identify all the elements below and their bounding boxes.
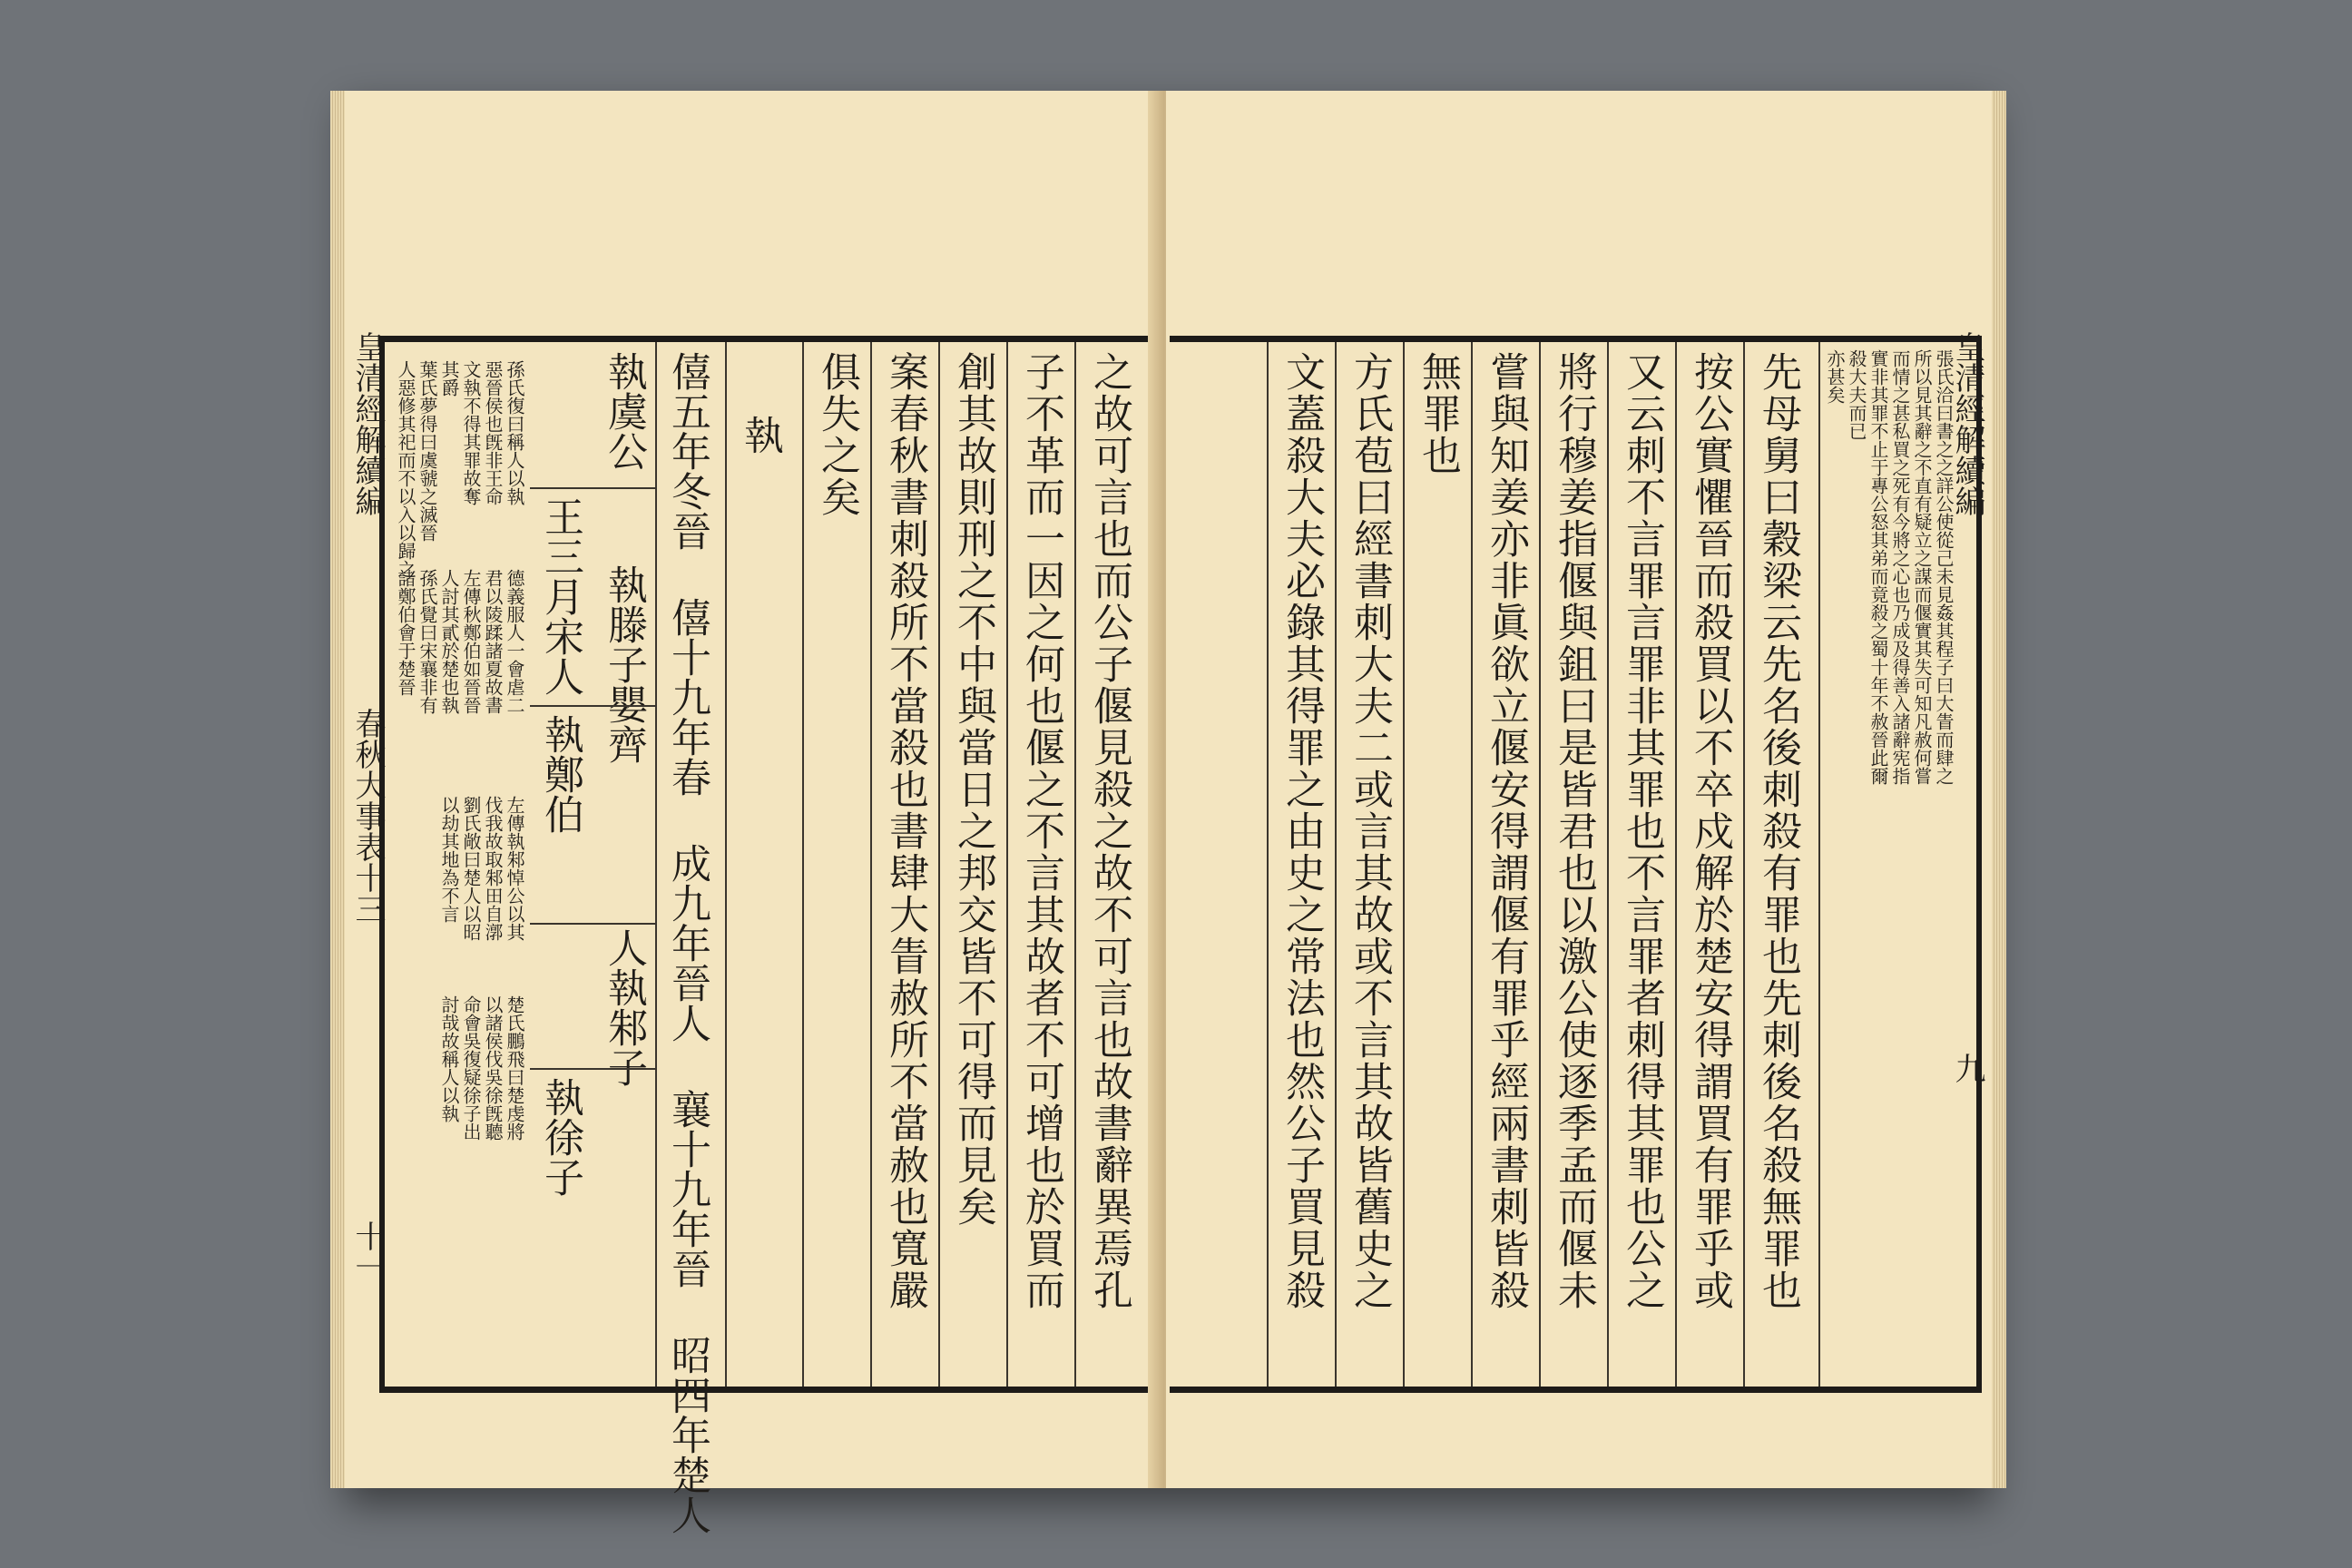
right-main-col-8: 文蓋殺大夫必錄其得罪之由史之常法也然公子買見殺 — [1279, 351, 1325, 1311]
left-banner-subtitle: 春秋大事表十三 — [349, 708, 386, 924]
note-col-4: 其爵 — [438, 360, 460, 397]
right-page — [1166, 91, 1992, 1488]
right-main-col-2: 按公實懼晉而殺買以不卒戍解於楚安得謂買有罪乎或 — [1687, 351, 1733, 1311]
column-rule — [1607, 342, 1609, 1387]
top-note-5: 殺大夫而已 — [1846, 349, 1867, 440]
table-year-line: 僖五年冬晉 僖十九年春 成九年晉人 襄十九年晉 昭四年楚人 — [664, 351, 710, 1534]
right-banner-title: 皇清經解續編 — [1949, 331, 1985, 516]
note-col-14: 伐我故取邾田自漷 — [482, 796, 504, 941]
open-book — [345, 91, 1992, 1534]
right-main-col-6: 無罪也 — [1415, 351, 1461, 476]
table-row-1e: 人執邾子 — [601, 927, 647, 1087]
column-rule — [870, 342, 872, 1387]
column-rule — [1335, 342, 1337, 1387]
left-folio: 十一 — [349, 1220, 386, 1282]
top-note-3: 而情之甚私買之死有今將之心也乃成及得善入諸辭宪指 — [1889, 349, 1911, 785]
left-main-col-6: 執 — [737, 415, 783, 456]
column-rule — [1743, 342, 1745, 1387]
note-col-5: 葉氏夢得曰虞虢之滅晉 — [416, 360, 438, 542]
column-rule — [802, 342, 804, 1387]
left-print-frame — [379, 336, 1160, 1534]
column-rule — [1006, 342, 1008, 1387]
table-row-1b: 王三月宋人 — [537, 496, 583, 696]
table-row-1d: 執鄭伯 — [537, 714, 583, 834]
right-folio: 九 — [1949, 1053, 1985, 1083]
left-main-col-5: 俱失之矣 — [814, 351, 860, 518]
right-main-col-4: 將行穆姜指偃與鉏曰是皆君也以激公使逐季孟而偃未 — [1551, 351, 1597, 1311]
right-print-frame — [1170, 336, 1982, 1393]
note-col-12: 諸鄭伯會于楚晉 — [395, 569, 416, 696]
note-col-16: 以劫其地為不言 — [438, 796, 460, 923]
left-main-col-2: 子不革而一因之何也偃之不言其故者不可增也於買而 — [1018, 351, 1064, 1311]
note-col-20: 討哉故稱人以執 — [438, 995, 460, 1122]
note-col-7: 德義服人一會虐二 — [504, 569, 525, 714]
column-rule — [1818, 342, 1820, 1387]
table-row-1c: 執滕子嬰齊 — [601, 564, 647, 764]
top-note-2: 所以見其辭之不直有疑立之謀而偃實其失可知凡赦何嘗 — [1911, 349, 1933, 785]
column-rule — [1675, 342, 1677, 1387]
table-row-1f: 執徐子 — [537, 1077, 583, 1197]
note-col-15: 劉氏敞曰楚人以昭 — [460, 796, 482, 941]
right-main-col-5: 嘗與知姜亦非眞欲立偃安得謂偃有罪乎經兩書刺皆殺 — [1483, 351, 1529, 1311]
left-main-col-4: 案春秋書刺殺所不當殺也書肆大眚赦所不當赦也寬嚴 — [882, 351, 928, 1311]
left-main-col-1: 之故可言也而公子偃見殺之故不可言也故書辭異焉孔 — [1086, 351, 1132, 1311]
table-rule — [530, 705, 655, 707]
column-rule — [1471, 342, 1473, 1387]
top-note-1: 張氏洽曰書之之詳公使從己未見姦其程子曰大眚而肆之 — [1933, 349, 1955, 785]
note-col-3: 文執不得其罪故奪 — [460, 360, 482, 505]
column-rule — [1267, 342, 1269, 1387]
table-rule — [530, 1068, 655, 1070]
page-edges-left — [330, 91, 345, 1488]
table-row-1a: 執虞公 — [601, 351, 647, 471]
column-rule — [938, 342, 940, 1387]
left-banner-title: 皇清經解續編 — [349, 331, 386, 516]
left-page — [345, 91, 1163, 1534]
right-main-col-3: 又云刺不言罪言罪非其罪也不言罪者刺得其罪也公之 — [1619, 351, 1665, 1311]
page-edges-right — [1992, 91, 2006, 1488]
left-main-col-3: 創其故則刑之不中與當日之邦交皆不可得而見矣 — [950, 351, 996, 1228]
note-col-17: 楚氏鵬飛曰楚虔將 — [504, 995, 525, 1141]
top-note-4: 實非其罪不止于專公怒其弟而竟殺之蜀十年不赦晉此爾 — [1867, 349, 1889, 785]
note-col-18: 以諸侯伐吳徐旣聽 — [482, 995, 504, 1141]
note-col-10: 人討其貳於楚也執 — [438, 569, 460, 714]
right-main-col-1: 先母舅曰穀梁云先名後刺殺有罪也先刺後名殺無罪也 — [1755, 351, 1801, 1311]
note-col-2: 惡晉侯也旣非王命 — [482, 360, 504, 505]
top-note-6: 亦甚矣 — [1824, 349, 1846, 404]
note-col-13: 左傳執邾悼公以其 — [504, 796, 525, 941]
column-rule — [725, 342, 727, 1387]
table-rule — [530, 487, 655, 489]
right-main-col-7: 方氏苞曰經書刺大夫二或言其故或不言其故皆舊史之 — [1347, 351, 1393, 1311]
note-col-8: 君以陵蹂諸夏故書 — [482, 569, 504, 714]
column-rule — [1074, 342, 1076, 1387]
note-col-19: 命會吳復疑徐子出 — [460, 995, 482, 1141]
note-col-1: 孫氏復曰稱人以執 — [504, 360, 525, 505]
column-rule — [1403, 342, 1405, 1387]
note-col-9: 左傳秋鄭伯如晉晉 — [460, 569, 482, 714]
note-col-6: 人惡修其祀而不以入以歸之 — [395, 360, 416, 578]
note-col-11: 孫氏覺曰宋襄非有 — [416, 569, 438, 714]
table-rule — [530, 923, 655, 925]
column-rule — [1539, 342, 1541, 1387]
column-rule — [655, 342, 657, 1387]
